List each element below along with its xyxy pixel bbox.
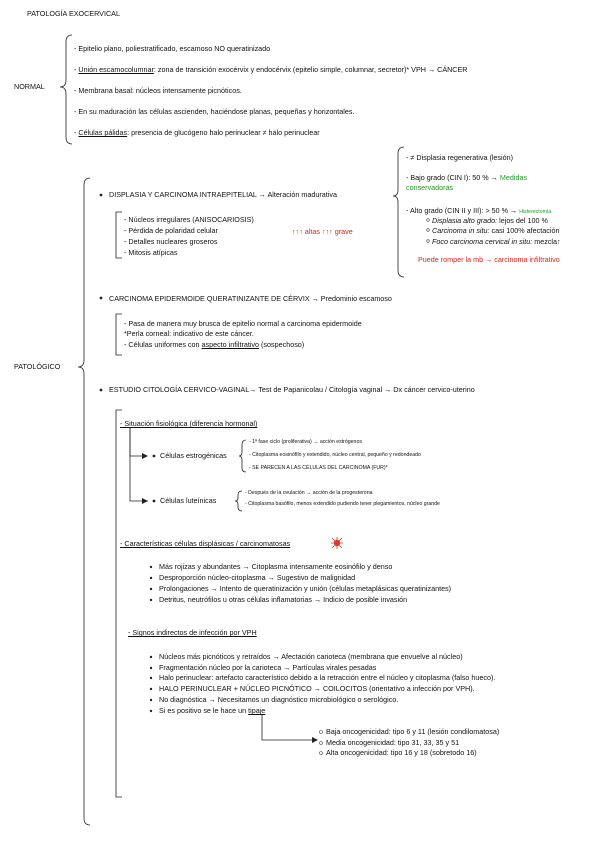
displasicas-item: Prolongaciones → Intento de queratinización y unión (células metaplásicas queratinizantes) xyxy=(159,584,452,593)
displasia-feature: - Pérdida de polaridad celular xyxy=(124,226,218,235)
bullet xyxy=(153,500,156,503)
grade-alto: - Alto grado (CIN II y III): > 50 % → Histerectomía xyxy=(406,206,552,215)
displasia-feature: - Mitosis atípicas xyxy=(124,248,178,257)
estrogenicas-item: - Citoplasma eosinófilo y extendido, núcleo central, pequeño y redondeado xyxy=(249,452,421,458)
normal-item-1: - Epitelio plano, poliestratificado, escamoso NO queratinizado xyxy=(74,44,271,53)
grade-alto-sub: Carcinoma in situ: casi 100% afectación xyxy=(432,226,560,235)
displasia-feature: - Núcleos irregulares (ANISOCARIOSIS) xyxy=(124,215,254,224)
normal-label: NORMAL xyxy=(14,82,45,91)
vph-item: Núcleos más picnóticos y retraídos → Afectación carioteca (membrana que envuelve al núcleo) xyxy=(159,652,463,661)
tipaje-item: Alta oncogenicidad: tipo 16 y 18 (sobretodo 16) xyxy=(326,748,477,757)
tipaje-item: Baja oncogenicidad: tipo 6 y 11 (lesión condilomatosa) xyxy=(326,727,500,736)
vph-item: Fragmentación núcleo por la carioteca → Partículas virales pesadas xyxy=(159,663,377,672)
displasicas-item: Detritus, neutrófilos u otras células inflamatorias → Indicio de posible invasión xyxy=(159,595,408,604)
normal-brace xyxy=(60,35,72,144)
normal-item-4: - En su maduración las células ascienden, haciéndose planas, pequeñas y horizontales. xyxy=(74,107,355,116)
grade-regenerativa: - ≠ Displasia regenerativa (lesión) xyxy=(406,153,514,162)
epidermoide-item: - Células uniformes con aspecto infiltrativo (sospechoso) xyxy=(124,340,305,349)
vph-item: Halo perinuclear: artefacto característico debido a la retracción entre el núcleo y citoplasma (falso hueco). xyxy=(159,673,496,682)
arrowhead-estrogenicas xyxy=(142,453,148,459)
fisiologica-title: - Situación fisiológica (diferencia hormonal) xyxy=(120,419,258,428)
vph-item: Si es positivo se le hace un tipaje xyxy=(159,706,266,715)
virus-icon xyxy=(331,537,343,549)
grade-note: Puede romper la mb → carcinoma infiltrativo xyxy=(418,255,560,264)
grade-bajo: - Bajo grado (CIN I): 50 % → Medidas xyxy=(406,173,528,182)
citologia-heading: ESTUDIO CITOLOGÍA CERVICO-VAGINAL→ Test de Papanicolau / Citología vaginal → Dx cáncer cervico-uterino xyxy=(109,385,475,394)
bullet xyxy=(100,389,103,392)
luteinicas-brace xyxy=(235,491,242,511)
normal-item-3: - Membrana basal: núcleos intensamente picnóticos. xyxy=(74,86,242,95)
grade-alto-sub: Displasia alto grado: lejos del 100 % xyxy=(432,216,548,225)
displasia-heading: DISPLASIA Y CARCINOMA INTRAEPITELIAL → Alteración madurativa xyxy=(109,190,337,199)
displasicas-item: Desproporción núcleo-citoplasma → Sugestivo de malignidad xyxy=(159,573,356,582)
tipaje-connector xyxy=(262,714,312,740)
bullet xyxy=(153,455,156,458)
luteinicas-connector xyxy=(130,427,148,501)
normal-item-5: - Células pálidas: presencia de glucógeno halo perinuclear ≠ halo perinuclear xyxy=(74,128,320,137)
vph-title: - Signos indirectos de infección por VPH xyxy=(128,628,257,637)
epidermoide-bracket xyxy=(116,314,122,355)
citologia-bracket xyxy=(116,410,122,797)
bullet xyxy=(100,194,103,197)
epidermoide-item: - Pasa de manera muy brusca de epitelio normal a carcinoma epidermoide xyxy=(124,319,362,328)
estrogenicas-brace xyxy=(239,440,246,472)
luteinicas-item: - Después de la ovulación → acción de la progesterona xyxy=(245,490,373,496)
normal-item-2: - Unión escamocolumnar: zona de transición exocérvix y endocérvix (epitelio simple, columnar, secretor)* VPH → CÁNCER xyxy=(74,65,468,74)
epidermoide-item: *Perla corneal: indicativo de este cáncer. xyxy=(124,329,254,338)
patologico-label: PATOLÓGICO xyxy=(14,362,61,371)
grade-bajo-cont: conservadoras xyxy=(406,183,454,192)
estrogenicas-item: - 1ª fase ciclo (proliferativa) → acción estrógenos xyxy=(249,439,362,445)
grades-brace xyxy=(393,147,404,277)
features-bracket xyxy=(116,212,122,258)
estrogenicas-label: Células estrogénicas xyxy=(160,451,227,460)
vph-item: No diagnóstica → Necesitamos un diagnóstico microbiológico o serológico. xyxy=(159,695,399,704)
vph-item: HALO PERINUCLEAR + NÚCLEO PICNÓTICO → COILOCITOS (orientativo a infección por VPH). xyxy=(159,684,475,693)
luteinicas-label: Células luteínicas xyxy=(160,496,217,505)
displasicas-item: Más rojizas y abundantes → Citoplasma intensamente eosinófilo y denso xyxy=(159,562,393,571)
arrowhead-tipaje xyxy=(312,737,318,743)
luteinicas-item: - Citoplasma basófilo, menos extendido pudiendo tener plegamientos, núcleo grande xyxy=(245,501,440,507)
severity-note: ↑↑↑ altas ↑↑↑ grave xyxy=(292,227,353,236)
arrowhead-luteinicas xyxy=(142,498,148,504)
page-title: PATOLOGÍA EXOCERVICAL xyxy=(27,9,120,18)
displasia-feature: - Detalles nucleares groseros xyxy=(124,237,218,246)
grade-alto-sub: Foco carcinoma cervical in situ: mezcla↑ xyxy=(432,237,561,246)
tipaje-item: Media oncogenicidad: tipo 31, 33, 35 y 51 xyxy=(326,738,460,747)
patologico-brace xyxy=(78,178,90,825)
bullet xyxy=(100,297,103,300)
estrogenicas-item: - SE PARECEN A LAS CÉLULAS DEL CARCINOMA (FUR)* xyxy=(249,465,388,471)
epidermoide-heading: CARCINOMA EPIDERMOIDE QUERATINIZANTE DE CÉRVIX → Predominio escamoso xyxy=(109,294,392,303)
displasicas-title: - Características células displásicas / carcinomatosas xyxy=(120,539,291,548)
